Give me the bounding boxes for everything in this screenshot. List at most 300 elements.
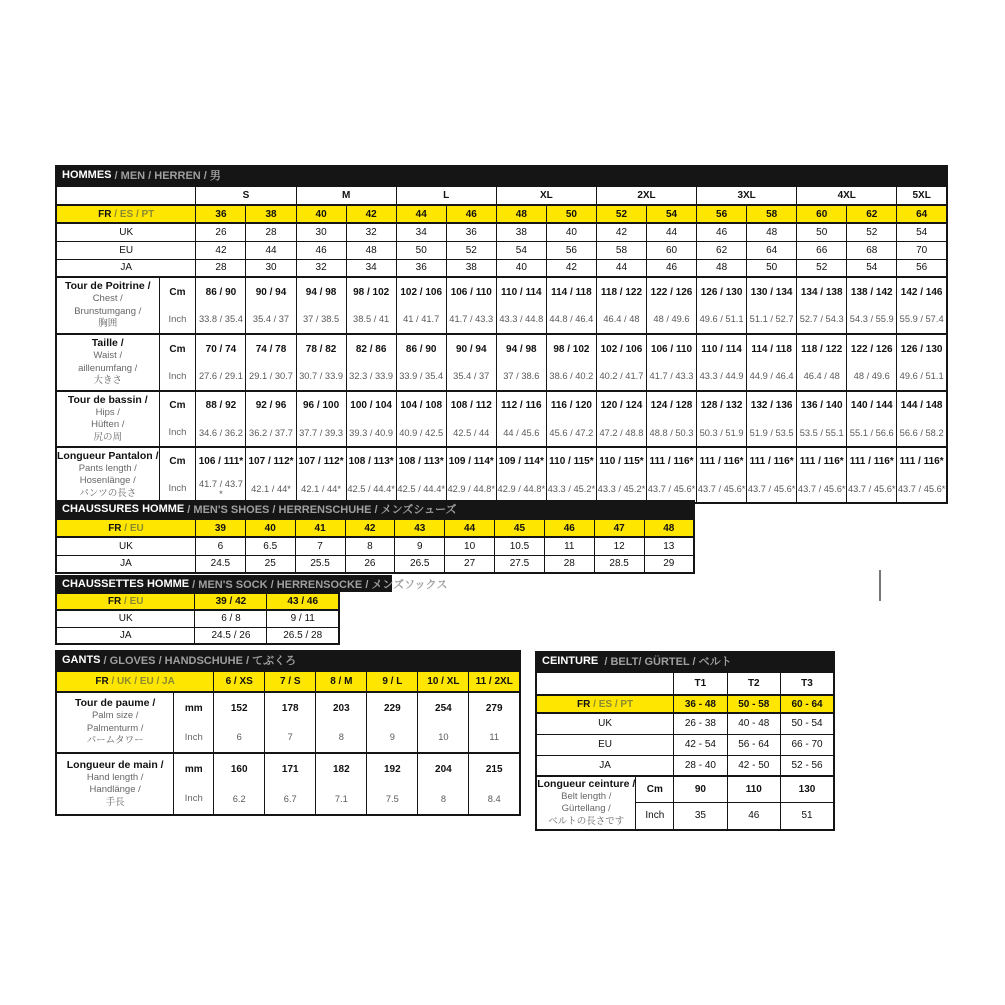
size-value: 30 bbox=[296, 223, 346, 241]
size-value: 54 bbox=[646, 205, 696, 223]
measure-value: 46 bbox=[727, 802, 780, 830]
measure-value bbox=[546, 447, 596, 503]
size-value: 24.5 bbox=[195, 555, 245, 573]
cell-line: 90 / 94 bbox=[255, 286, 287, 298]
size-group-header: T1 bbox=[674, 672, 727, 695]
table-row bbox=[536, 695, 834, 713]
size-value: 39 bbox=[195, 519, 245, 537]
cell-line: 118 / 122 bbox=[801, 343, 843, 355]
unit-cell: Cm bbox=[636, 776, 674, 802]
size-value: 26 bbox=[196, 223, 246, 241]
size-value: 54 bbox=[897, 223, 947, 241]
measure-value bbox=[546, 391, 596, 447]
size-value: 50 bbox=[747, 259, 797, 277]
measure-value bbox=[296, 447, 346, 503]
row-label bbox=[56, 593, 195, 610]
table-row bbox=[56, 555, 694, 573]
size-value: 34 bbox=[396, 223, 446, 241]
size-value: 6.5 bbox=[245, 537, 295, 555]
cell-line: Inch bbox=[168, 483, 187, 494]
unit-cell bbox=[159, 391, 196, 447]
measure-value bbox=[346, 277, 396, 334]
cell-line: 手長 bbox=[105, 796, 125, 808]
cell-line: 82 / 86 bbox=[355, 343, 387, 355]
cell-line: Taille / bbox=[91, 337, 124, 350]
cell-line: Brunstumgang / bbox=[74, 305, 142, 317]
measure-value bbox=[646, 277, 696, 334]
measure-value bbox=[214, 692, 265, 753]
cell-line: 70 / 74 bbox=[205, 343, 237, 355]
cell-line: Longueur de main / bbox=[66, 758, 164, 771]
cell-line: 111 / 116* bbox=[849, 456, 894, 467]
measure-label bbox=[536, 776, 636, 830]
cell-line: 98 / 102 bbox=[553, 343, 590, 355]
gloves-section bbox=[55, 650, 521, 816]
measure-value bbox=[196, 277, 246, 334]
size-value: 30 bbox=[246, 259, 296, 277]
cell-line: Tour de bassin / bbox=[67, 393, 148, 406]
table-row bbox=[56, 447, 947, 503]
cell-line: Inch bbox=[168, 370, 187, 382]
size-value: 50 bbox=[396, 241, 446, 259]
size-value: 42 - 54 bbox=[674, 734, 727, 755]
socks-header-bar bbox=[55, 575, 448, 592]
cell-line: 86 / 90 bbox=[405, 343, 437, 355]
section-subtitle: / GLOVES / HANDSCHUHE / てぶくろ bbox=[100, 655, 297, 667]
size-value: 26 - 38 bbox=[674, 713, 727, 734]
measure-value bbox=[214, 753, 265, 815]
size-value: 6 / 8 bbox=[195, 610, 267, 627]
cell-line: 33.8 / 35.4 bbox=[198, 314, 243, 324]
cell-line: mm bbox=[184, 702, 203, 714]
cell-line: 110 / 115* bbox=[549, 456, 594, 467]
measure-value bbox=[596, 277, 646, 334]
measure-value bbox=[897, 277, 947, 334]
size-value: 38 bbox=[446, 259, 496, 277]
measure-value bbox=[897, 391, 947, 447]
cell-line: 48 / 49.6 bbox=[653, 314, 690, 324]
measure-value bbox=[747, 334, 797, 391]
cell-line: Cm bbox=[169, 343, 186, 355]
table-row bbox=[56, 753, 520, 815]
row-label: EU bbox=[56, 241, 196, 259]
row-label: JA bbox=[56, 259, 196, 277]
cell-line: 134 / 138 bbox=[800, 286, 843, 298]
cell-line: 44 / 45.6 bbox=[503, 427, 540, 438]
size-value: 58 bbox=[747, 205, 797, 223]
size-value: 50 - 58 bbox=[727, 695, 780, 713]
measure-value bbox=[496, 277, 546, 334]
cell-line: Palmenturm / bbox=[86, 722, 144, 734]
row-label: JA bbox=[56, 555, 195, 573]
measure-label bbox=[56, 334, 159, 391]
cell-line: 8 bbox=[338, 732, 344, 742]
cell-line: 111 / 116* bbox=[799, 456, 844, 467]
measure-value bbox=[697, 391, 747, 447]
size-value: 8 / M bbox=[316, 671, 367, 692]
cell-line: 100 / 104 bbox=[350, 400, 392, 411]
size-value: 48 bbox=[747, 223, 797, 241]
cell-line: Hosenlänge / bbox=[79, 475, 136, 487]
shoes-grid bbox=[55, 518, 695, 574]
gloves-grid bbox=[55, 670, 521, 816]
cell-line: 74 / 78 bbox=[255, 343, 287, 355]
cell-line: 42.5 / 44 bbox=[453, 427, 490, 438]
cell-line: 90 / 94 bbox=[455, 343, 487, 355]
cell-line: 6.2 bbox=[232, 793, 246, 804]
cell-line: Pants length / bbox=[78, 462, 137, 474]
measure-value bbox=[546, 334, 596, 391]
cell-line: mm bbox=[184, 764, 203, 775]
cell-line: 9 bbox=[389, 732, 395, 742]
measure-value bbox=[797, 277, 847, 334]
table-row bbox=[56, 692, 520, 753]
cell-line: 52.7 / 54.3 bbox=[799, 314, 844, 324]
cell-line: Belt length / bbox=[561, 790, 612, 802]
size-value: 26 bbox=[345, 555, 395, 573]
measure-value bbox=[196, 391, 246, 447]
table-row bbox=[56, 671, 520, 692]
measure-value bbox=[396, 334, 446, 391]
cell-line: 56.6 / 58.2 bbox=[899, 427, 944, 438]
measure-value bbox=[418, 692, 469, 753]
size-value: 56 bbox=[697, 205, 747, 223]
size-value: 36 bbox=[446, 223, 496, 241]
size-value: 50 bbox=[797, 223, 847, 241]
size-value: 70 bbox=[897, 241, 947, 259]
mens-sizes-section bbox=[55, 165, 948, 504]
size-group-header: T2 bbox=[727, 672, 780, 695]
size-value: 36 - 48 bbox=[674, 695, 727, 713]
cell-line: 111 / 116* bbox=[649, 456, 694, 467]
belt-header-bar bbox=[535, 651, 835, 671]
size-value: 44 bbox=[596, 259, 646, 277]
measure-value: 51 bbox=[781, 802, 834, 830]
unit-cell bbox=[174, 692, 214, 753]
table-row bbox=[56, 537, 694, 555]
cell-line: 36.2 / 37.7 bbox=[249, 427, 293, 438]
section-subtitle: / BELT/ GÜRTEL / ベルト bbox=[598, 656, 732, 668]
size-value: 6 bbox=[195, 537, 245, 555]
cell-line: パンツの長さ bbox=[79, 487, 137, 499]
measure-value bbox=[446, 277, 496, 334]
cell-line: 41.7 / 43.3 bbox=[649, 371, 694, 381]
cell-line: 116 / 120 bbox=[550, 400, 592, 411]
cell-line: 136 / 140 bbox=[800, 400, 843, 411]
table-row bbox=[536, 672, 834, 695]
size-value: 28.5 bbox=[594, 555, 644, 573]
cell-line: 106 / 110 bbox=[450, 286, 492, 298]
cell-line: 102 / 106 bbox=[400, 286, 443, 298]
cell-line: 130 / 134 bbox=[750, 286, 793, 298]
belt-section bbox=[535, 651, 835, 831]
table-row bbox=[536, 776, 834, 802]
size-value: 56 - 64 bbox=[727, 734, 780, 755]
measure-value bbox=[446, 391, 496, 447]
corner-cell bbox=[536, 672, 674, 695]
size-value: 40 bbox=[245, 519, 295, 537]
cell-line: 49.6 / 51.1 bbox=[899, 371, 944, 381]
cell-line: 43.7 / 45.6* bbox=[897, 483, 946, 494]
size-value: 10 / XL bbox=[418, 671, 469, 692]
shoes-header-bar bbox=[55, 500, 695, 518]
measure-value: 110 bbox=[727, 776, 780, 802]
size-value: 24.5 / 26 bbox=[195, 627, 267, 644]
row-label: JA bbox=[536, 755, 674, 776]
data-grid bbox=[55, 518, 695, 574]
measure-value bbox=[296, 391, 346, 447]
section-subtitle: / MEN / HERREN / 男 bbox=[111, 170, 221, 182]
size-value: 47 bbox=[594, 519, 644, 537]
unit-cell bbox=[159, 277, 196, 334]
cell-line: ベルトの長さです bbox=[548, 815, 625, 827]
label-part: / EU bbox=[121, 596, 144, 607]
measure-label bbox=[56, 447, 159, 503]
size-group-header: 4XL bbox=[797, 186, 897, 205]
measure-value bbox=[747, 277, 797, 334]
socks-grid bbox=[55, 592, 340, 645]
size-value: 42 bbox=[346, 205, 396, 223]
cell-line: 42.5 / 44.4* bbox=[397, 483, 445, 494]
size-group-header: L bbox=[396, 186, 496, 205]
size-value: 13 bbox=[644, 537, 694, 555]
cell-line: Cm bbox=[169, 456, 186, 467]
label-part: FR bbox=[98, 208, 112, 220]
size-value: 9 bbox=[395, 537, 445, 555]
section-title: CHAUSSETTES HOMME bbox=[62, 577, 190, 590]
cell-line: 106 / 111* bbox=[198, 456, 244, 467]
cell-line: Inch bbox=[184, 793, 203, 804]
cell-line: 124 / 128 bbox=[650, 400, 693, 411]
row-label: EU bbox=[536, 734, 674, 755]
measure-value bbox=[469, 692, 520, 753]
cell-line: 160 bbox=[230, 764, 248, 775]
cell-line: 108 / 112 bbox=[450, 400, 492, 411]
measure-value bbox=[396, 277, 446, 334]
cell-line: 50.3 / 51.9 bbox=[699, 427, 744, 438]
size-value: 44 bbox=[445, 519, 495, 537]
size-value: 27.5 bbox=[495, 555, 545, 573]
table-row bbox=[56, 627, 339, 644]
cell-line: 37.7 / 39.3 bbox=[299, 427, 344, 438]
size-value: 50 - 54 bbox=[781, 713, 834, 734]
size-group-header: 2XL bbox=[596, 186, 696, 205]
gloves-header-bar bbox=[55, 650, 521, 670]
size-value: 11 / 2XL bbox=[469, 671, 520, 692]
size-value: 54 bbox=[496, 241, 546, 259]
size-value: 52 bbox=[596, 205, 646, 223]
cell-line: 35.4 / 37 bbox=[453, 371, 490, 381]
cell-line: aillenumfang / bbox=[78, 362, 138, 374]
row-label bbox=[536, 695, 674, 713]
cell-line: 38.5 / 41 bbox=[353, 314, 390, 324]
size-value: 64 bbox=[897, 205, 947, 223]
cell-line: 47.2 / 48.8 bbox=[599, 427, 644, 438]
cell-line: 44.9 / 46.4 bbox=[749, 371, 794, 381]
size-value: 28 - 40 bbox=[674, 755, 727, 776]
measure-value bbox=[596, 447, 646, 503]
cell-line: 122 / 126 bbox=[650, 286, 693, 298]
cell-line: Longueur Pantalon / bbox=[57, 449, 159, 462]
size-value: 27 bbox=[445, 555, 495, 573]
size-value: 36 bbox=[196, 205, 246, 223]
cell-line: 53.5 / 55.1 bbox=[799, 427, 844, 438]
cell-line: 42.9 / 44.8* bbox=[497, 483, 546, 494]
size-value: 58 bbox=[596, 241, 646, 259]
size-group-header: 3XL bbox=[697, 186, 797, 205]
measure-value bbox=[797, 391, 847, 447]
cell-line: 42.1 / 44* bbox=[301, 483, 341, 494]
cell-line: 7.1 bbox=[334, 793, 348, 804]
measure-value: 130 bbox=[781, 776, 834, 802]
size-value: 32 bbox=[346, 223, 396, 241]
size-value: 48 bbox=[697, 259, 747, 277]
mens-socks-section bbox=[55, 575, 448, 645]
measure-value bbox=[265, 753, 316, 815]
size-value: 62 bbox=[697, 241, 747, 259]
cell-line: 48.8 / 50.3 bbox=[649, 427, 694, 438]
measure-value bbox=[496, 447, 546, 503]
table-row bbox=[56, 186, 947, 205]
cell-line: 110 / 114 bbox=[501, 286, 542, 298]
label-part: FR bbox=[107, 596, 122, 607]
cell-line: 98 / 102 bbox=[353, 286, 390, 298]
measure-value bbox=[346, 334, 396, 391]
unit-cell: Inch bbox=[636, 802, 674, 830]
measure-label bbox=[56, 692, 174, 753]
size-value: 8 bbox=[345, 537, 395, 555]
cell-line: 110 / 114 bbox=[701, 343, 742, 355]
table-row bbox=[56, 241, 947, 259]
size-value: 50 bbox=[546, 205, 596, 223]
cell-line: 44.8 / 46.4 bbox=[549, 314, 594, 324]
data-grid bbox=[55, 592, 340, 645]
label-part: / ES / PT bbox=[111, 208, 155, 220]
cell-line: 254 bbox=[435, 702, 452, 714]
size-value: 28 bbox=[544, 555, 594, 573]
cell-line: 43.7 / 45.6* bbox=[847, 483, 896, 494]
unit-cell bbox=[159, 334, 196, 391]
cell-line: 132 / 136 bbox=[750, 400, 793, 411]
size-group-header: S bbox=[196, 186, 296, 205]
row-label bbox=[56, 671, 214, 692]
cell-line: 108 / 113* bbox=[398, 456, 444, 467]
section-subtitle: / MEN'S SOCK / HERRENSOCKE / メンズソックス bbox=[189, 578, 448, 591]
cell-line: Hüften / bbox=[91, 419, 125, 431]
section-title: HOMMES bbox=[62, 169, 112, 181]
size-value: 48 bbox=[346, 241, 396, 259]
size-value: 43 bbox=[395, 519, 445, 537]
measure-value bbox=[246, 334, 296, 391]
cell-line: 114 / 118 bbox=[551, 286, 592, 298]
size-value: 54 bbox=[847, 259, 897, 277]
measure-value bbox=[546, 277, 596, 334]
cell-line: Palm size / bbox=[91, 710, 139, 722]
size-value: 46 bbox=[296, 241, 346, 259]
row-label: UK bbox=[536, 713, 674, 734]
mens-sizes-grid bbox=[55, 185, 948, 504]
cell-line: Tour de paume / bbox=[75, 697, 156, 710]
cell-line: 138 / 142 bbox=[850, 286, 893, 298]
cell-line: 120 / 124 bbox=[600, 400, 643, 411]
measure-value bbox=[646, 391, 696, 447]
measure-value bbox=[646, 447, 696, 503]
measure-value bbox=[316, 692, 367, 753]
size-value: 43 / 46 bbox=[267, 593, 339, 610]
cell-line: 55.9 / 57.4 bbox=[899, 314, 944, 324]
size-value: 42 - 50 bbox=[727, 755, 780, 776]
size-value: 40 bbox=[496, 259, 546, 277]
size-value: 42 bbox=[596, 223, 646, 241]
cell-line: 尻の周 bbox=[93, 431, 122, 443]
cell-line: 122 / 126 bbox=[850, 343, 893, 355]
size-value: 68 bbox=[847, 241, 897, 259]
size-value: 62 bbox=[847, 205, 897, 223]
size-value: 32 bbox=[296, 259, 346, 277]
cell-line: 114 / 118 bbox=[751, 343, 792, 355]
cell-line: 118 / 122 bbox=[600, 286, 643, 298]
measure-value bbox=[847, 277, 897, 334]
size-value: 46 bbox=[697, 223, 747, 241]
measure-value bbox=[246, 447, 296, 503]
measure-value bbox=[196, 447, 246, 503]
measure-value bbox=[367, 753, 418, 815]
row-label: UK bbox=[56, 223, 196, 241]
cell-line: 54.3 / 55.9 bbox=[849, 314, 894, 324]
measure-value bbox=[446, 334, 496, 391]
cell-line: 92 / 96 bbox=[255, 400, 287, 411]
cell-line: 109 / 114* bbox=[498, 456, 544, 467]
size-group-header: M bbox=[296, 186, 396, 205]
size-value: 39 / 42 bbox=[195, 593, 267, 610]
label-part: / UK / EU / JA bbox=[108, 676, 175, 687]
mens-shoes-section bbox=[55, 500, 695, 574]
cell-line: 142 / 146 bbox=[900, 286, 943, 298]
cell-line: 111 / 116* bbox=[699, 456, 744, 467]
size-value: 60 bbox=[797, 205, 847, 223]
measure-value bbox=[797, 334, 847, 391]
cell-line: 45.6 / 47.2 bbox=[549, 427, 594, 438]
cell-line: 7.5 bbox=[385, 793, 399, 804]
cell-line: Cm bbox=[169, 400, 186, 411]
unit-cell bbox=[174, 753, 214, 815]
measure-value bbox=[847, 447, 897, 503]
size-value: 38 bbox=[496, 223, 546, 241]
cell-line: 32.3 / 33.9 bbox=[349, 371, 394, 381]
cell-line: 279 bbox=[485, 702, 503, 714]
cell-line: Gürtellang / bbox=[561, 803, 611, 815]
cell-line: 6.7 bbox=[283, 793, 297, 804]
cell-line: 39.3 / 40.9 bbox=[349, 427, 394, 438]
measure-label bbox=[56, 391, 159, 447]
cell-line: 42.9 / 44.8* bbox=[447, 483, 496, 494]
measure-value bbox=[346, 447, 396, 503]
size-value: 60 - 64 bbox=[781, 695, 834, 713]
cell-line: 34.6 / 36.2 bbox=[198, 427, 243, 438]
measure-value bbox=[847, 391, 897, 447]
belt-grid bbox=[535, 671, 835, 831]
cell-line: 102 / 106 bbox=[600, 343, 643, 355]
cell-line: 126 / 130 bbox=[900, 343, 943, 355]
size-value: 42 bbox=[196, 241, 246, 259]
cell-line: 140 / 144 bbox=[850, 400, 893, 411]
table-row bbox=[56, 334, 947, 391]
cell-line: 43.3 / 44.9 bbox=[699, 371, 744, 381]
size-value: 48 bbox=[644, 519, 694, 537]
measure-value bbox=[446, 447, 496, 503]
size-value: 46 bbox=[446, 205, 496, 223]
cell-line: 107 / 112* bbox=[298, 456, 344, 467]
